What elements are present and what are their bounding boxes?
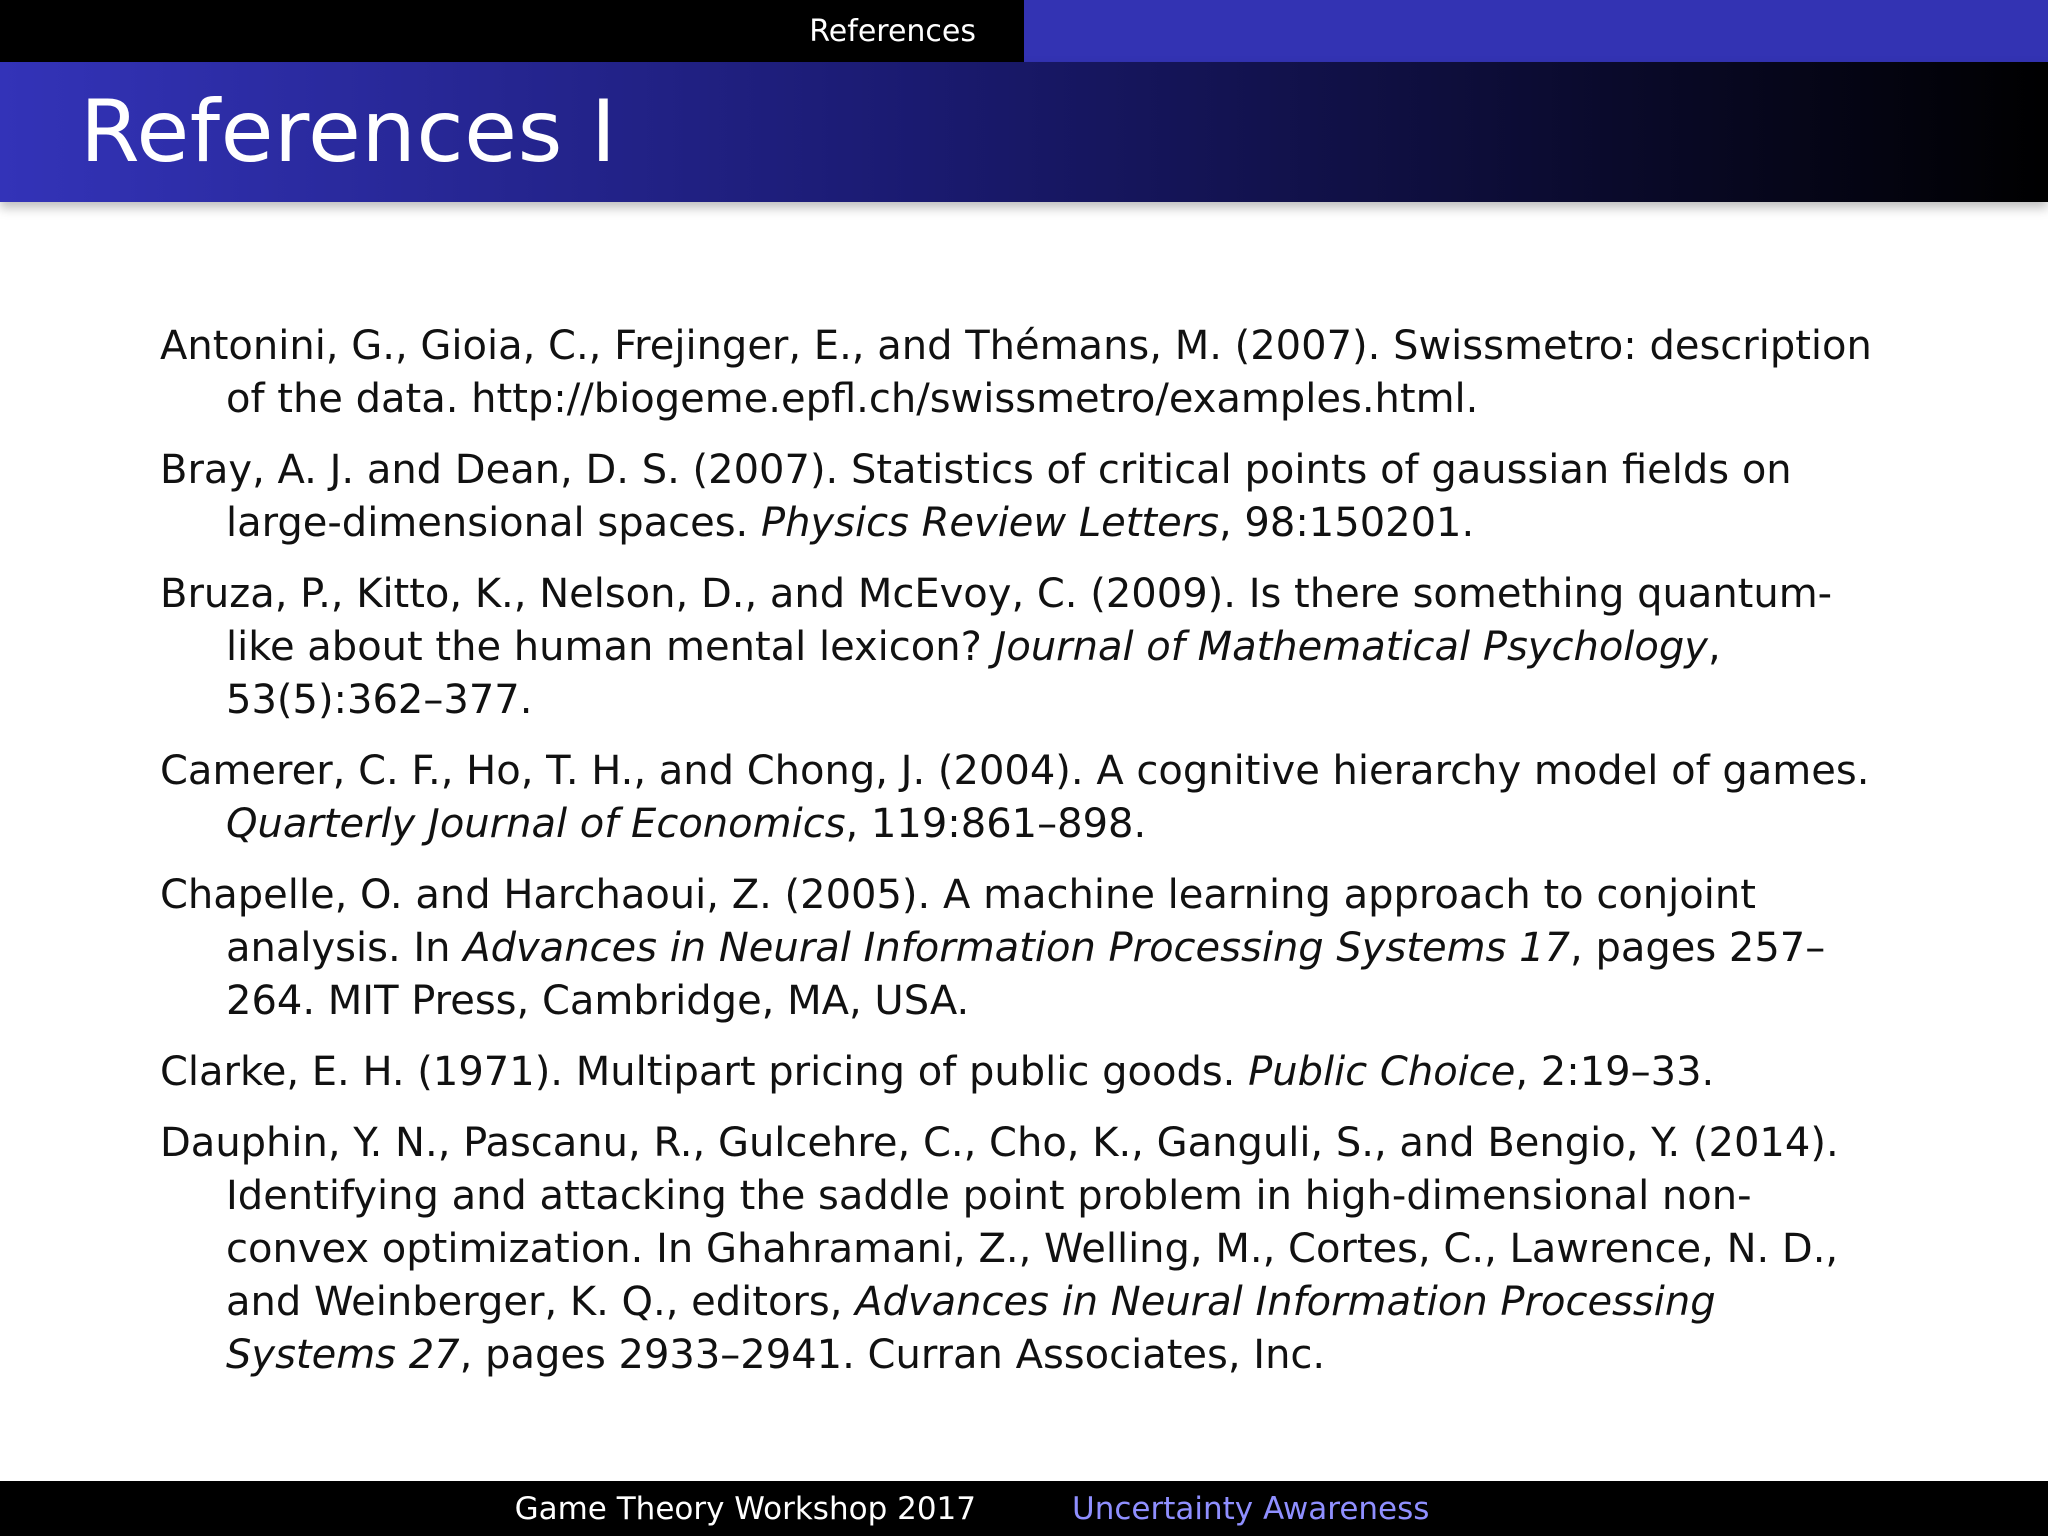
reference-title: Multipart pricing of public goods.: [575, 1049, 1236, 1095]
reference-title: Statistics of critical points of gaussian fields on large-dimensional spaces.: [226, 447, 1792, 546]
reference-venue: Advances in Neural Information Processing Systems 17: [463, 925, 1571, 971]
reference-authors: Camerer, C. F., Ho, T. H., and Chong, J. (2004).: [160, 748, 1084, 794]
reference-authors: Bray, A. J. and Dean, D. S. (2007).: [160, 447, 839, 493]
reference-details: , 53(5):362–377.: [226, 624, 1721, 723]
reference-title: Swissmetro: description of the data.: [226, 323, 1872, 422]
reference-details: , pages 257–264. MIT Press, Cambridge, MA, USA.: [226, 925, 1826, 1024]
top-navigation-bar: [0, 0, 2048, 62]
reference-venue: Quarterly Journal of Economics: [226, 801, 846, 847]
footer-bar: [0, 1481, 2048, 1536]
page-title: References I: [80, 82, 617, 182]
reference-authors: Antonini, G., Gioia, C., Frejinger, E., and Thémans, M. (2007).: [160, 323, 1381, 369]
top-bar-right: [1024, 0, 2048, 62]
footer-left: [0, 1481, 1024, 1536]
reference-authors: Clarke, E. H. (1971).: [160, 1049, 564, 1095]
reference-venue: Journal of Mathematical Psychology: [994, 624, 1708, 670]
reference-title: A machine learning approach to conjoint analysis. In: [226, 872, 1756, 971]
reference-title: Identifying and attacking the saddle point problem in high-dimensional non-convex optimization. In Ghahramani, Z., Welling, M., Cortes, C., Lawrence, N. D., and Weinberger, K. Q., editors,: [226, 1173, 1839, 1325]
reference-details: , 98:150201.: [1219, 500, 1475, 546]
section-link[interactable]: References: [809, 13, 976, 49]
reference-item: [160, 568, 1880, 727]
reference-list: [160, 320, 1880, 1400]
reference-item: [160, 745, 1880, 851]
footer-right: [1024, 1481, 2048, 1536]
reference-details: , pages 2933–2941. Curran Associates, Inc.: [459, 1332, 1326, 1378]
reference-venue: Physics Review Letters: [760, 500, 1219, 546]
reference-item: [160, 1046, 1880, 1099]
reference-venue: Public Choice: [1248, 1049, 1516, 1095]
reference-details: http://biogeme.epfl.ch/swissmetro/examples.html.: [471, 376, 1479, 422]
reference-authors: Bruza, P., Kitto, K., Nelson, D., and McEvoy, C. (2009).: [160, 571, 1236, 617]
footer-event: Game Theory Workshop 2017: [514, 1490, 976, 1527]
reference-item: [160, 320, 1880, 426]
reference-venue: Advances in Neural Information Processing Systems 27: [226, 1279, 1716, 1378]
reference-authors: Dauphin, Y. N., Pascanu, R., Gulcehre, C., Cho, K., Ganguli, S., and Bengio, Y. (2014).: [160, 1120, 1839, 1166]
footer-talk-title: Uncertainty Awareness: [1072, 1490, 1430, 1527]
reference-title: Is there something quantum-like about the human mental lexicon?: [226, 571, 1833, 670]
reference-title: A cognitive hierarchy model of games.: [1096, 748, 1870, 794]
reference-item: [160, 1117, 1880, 1382]
reference-details: , 119:861–898.: [845, 801, 1147, 847]
reference-item: [160, 869, 1880, 1028]
title-bar: [0, 62, 2048, 202]
reference-authors: Chapelle, O. and Harchaoui, Z. (2005).: [160, 872, 931, 918]
reference-details: , 2:19–33.: [1515, 1049, 1715, 1095]
reference-item: [160, 444, 1880, 550]
top-bar-left: [0, 0, 1024, 62]
